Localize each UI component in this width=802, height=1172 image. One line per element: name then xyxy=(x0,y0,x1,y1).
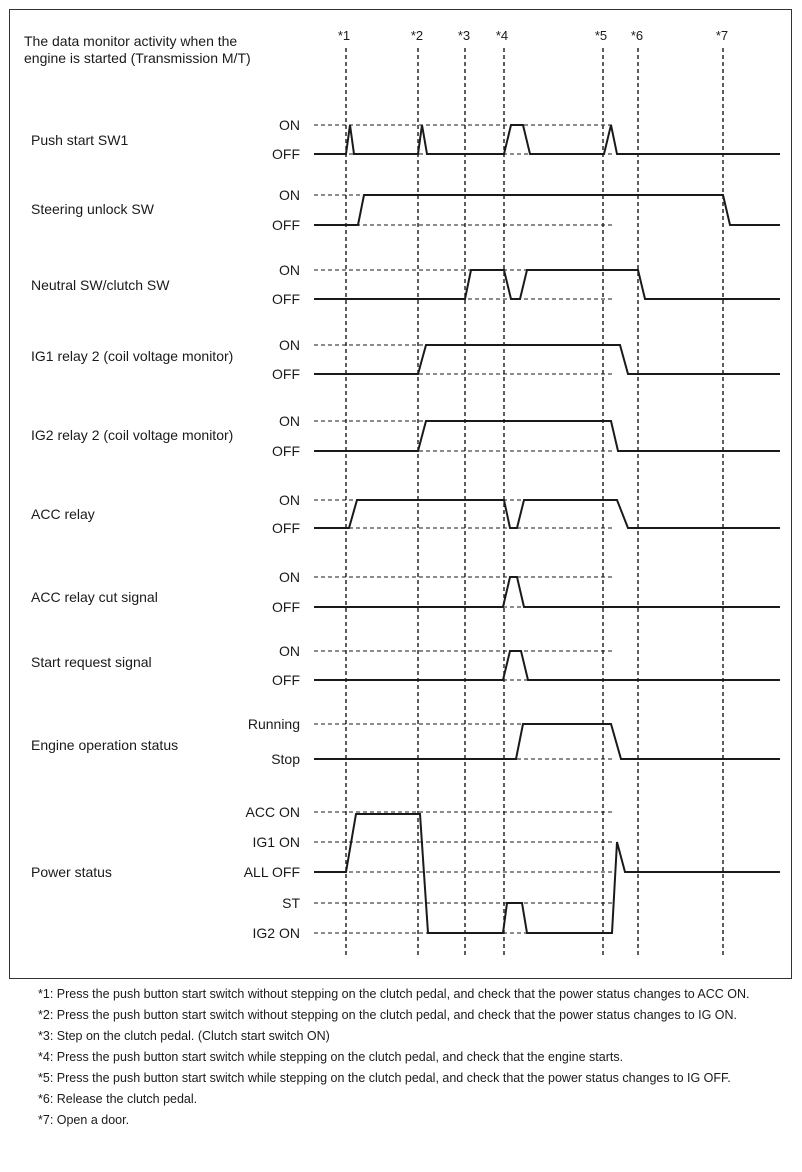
level-label: OFF xyxy=(272,146,300,162)
signal-waveform xyxy=(314,270,780,299)
signal-name: Steering unlock SW xyxy=(31,201,154,217)
note-3: *3: Step on the clutch pedal. (Clutch start switch ON) xyxy=(38,1029,330,1043)
level-label: ON xyxy=(279,413,300,429)
level-label: ON xyxy=(279,569,300,585)
level-label: Running xyxy=(247,716,300,732)
signal-name: ACC relay cut signal xyxy=(31,589,158,605)
signal-waveform xyxy=(314,421,780,451)
signal-waveform xyxy=(314,345,780,374)
note-2: *2: Press the push button start switch without stepping on the clutch pedal, and check that the power status changes to IG ON. xyxy=(38,1008,738,1022)
level-label: ST xyxy=(282,895,300,911)
level-label: OFF xyxy=(272,599,300,615)
signal-name: IG2 relay 2 (coil voltage monitor) xyxy=(31,427,234,443)
level-label: ON xyxy=(279,643,300,659)
marker-label-4: *4 xyxy=(495,28,509,43)
signal-waveform xyxy=(314,195,780,225)
level-label: IG1 ON xyxy=(252,834,300,850)
note-5: *5: Press the push button start switch while stepping on the clutch pedal, and check that the power status changes to IG OFF. xyxy=(38,1071,731,1085)
note-6: *6: Release the clutch pedal. xyxy=(38,1092,198,1106)
level-label: ON xyxy=(279,187,300,203)
level-label: OFF xyxy=(272,520,300,536)
note-4: *4: Press the push button start switch while stepping on the clutch pedal, and check that the engine starts. xyxy=(38,1050,624,1064)
level-label: OFF xyxy=(272,443,300,459)
marker-label-1: *1 xyxy=(337,28,351,43)
level-label: ON xyxy=(279,262,300,278)
marker-label-3: *3 xyxy=(457,28,471,43)
signal-waveform xyxy=(314,500,780,528)
signal-waveform xyxy=(314,724,780,759)
signal-rows xyxy=(31,117,780,941)
signal-name: Power status xyxy=(31,864,112,880)
marker-label-5: *5 xyxy=(594,28,608,43)
signal-waveform xyxy=(314,125,780,154)
level-label: Stop xyxy=(271,751,300,767)
level-label: ALL OFF xyxy=(243,864,300,880)
marker-label-6: *6 xyxy=(630,28,644,43)
signal-waveform xyxy=(314,814,780,933)
signal-row xyxy=(31,804,780,941)
signal-waveform xyxy=(314,651,780,680)
signal-name: IG1 relay 2 (coil voltage monitor) xyxy=(31,348,234,364)
note-1: *1: Press the push button start switch without stepping on the clutch pedal, and check that the power status changes to ACC ON. xyxy=(38,987,750,1001)
level-label: ACC ON xyxy=(245,804,300,820)
signal-name: Engine operation status xyxy=(31,737,179,753)
signal-row xyxy=(31,117,780,162)
title-line-1: The data monitor activity when the xyxy=(24,33,238,49)
signal-row xyxy=(31,413,780,459)
signal-row xyxy=(31,716,780,767)
signal-waveform xyxy=(314,577,780,607)
signal-row xyxy=(31,643,780,688)
level-label: ON xyxy=(279,117,300,133)
marker-lines xyxy=(338,28,728,957)
signal-row xyxy=(31,569,780,615)
signal-row xyxy=(31,262,780,307)
level-label: OFF xyxy=(272,217,300,233)
marker-label-7: *7 xyxy=(715,28,729,43)
level-label: OFF xyxy=(272,366,300,382)
notes-list xyxy=(38,986,794,1133)
signal-row xyxy=(31,187,780,233)
note-7: *7: Open a door. xyxy=(38,1113,130,1127)
signal-row xyxy=(31,337,780,382)
signal-row xyxy=(31,492,780,536)
signal-name: Neutral SW/clutch SW xyxy=(31,277,170,293)
signal-name: Start request signal xyxy=(31,654,152,670)
signal-name: ACC relay xyxy=(31,506,95,522)
level-label: OFF xyxy=(272,291,300,307)
level-label: ON xyxy=(279,337,300,353)
level-label: IG2 ON xyxy=(252,925,300,941)
signal-name: Push start SW1 xyxy=(31,132,129,148)
level-label: OFF xyxy=(272,672,300,688)
level-label: ON xyxy=(279,492,300,508)
marker-label-2: *2 xyxy=(410,28,424,43)
title-line-2: engine is started (Transmission M/T) xyxy=(24,50,251,66)
